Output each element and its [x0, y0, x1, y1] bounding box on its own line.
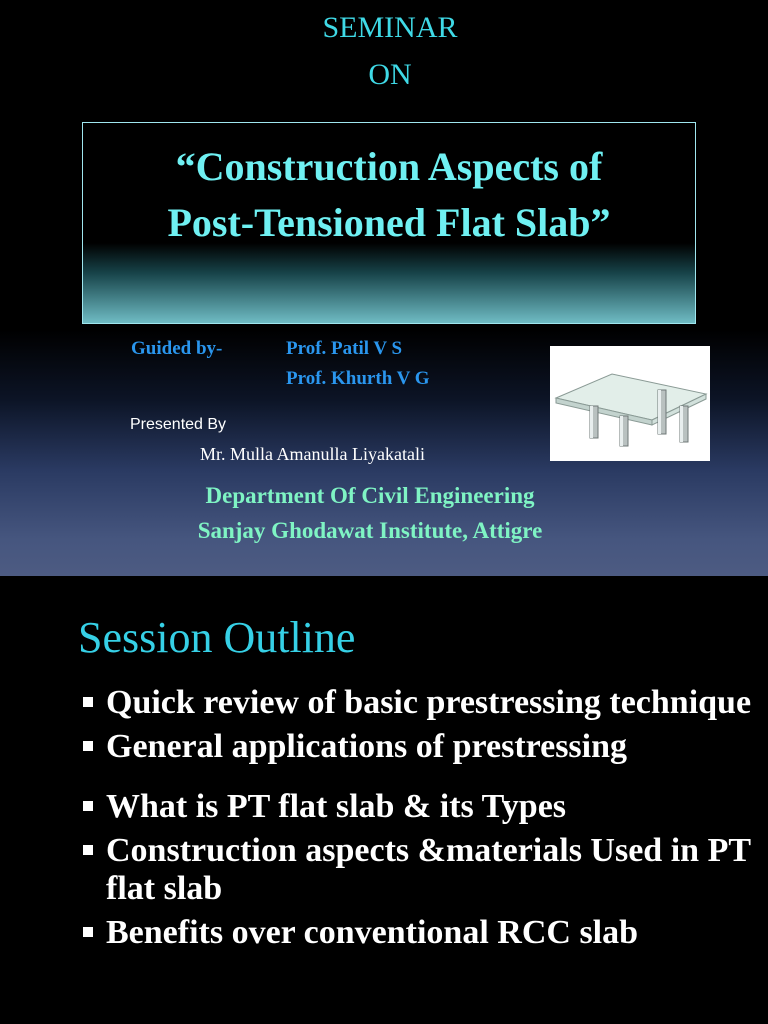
seminar-title-line-1: “Construction Aspects of — [175, 144, 603, 189]
institute-name: Sanjay Ghodawat Institute, Attigre — [197, 518, 543, 543]
guided-by-label: Guided by- — [131, 338, 223, 359]
list-item — [80, 914, 768, 952]
square-bullet-icon — [83, 801, 93, 811]
seminar-title — [83, 139, 695, 251]
list-item — [80, 728, 768, 766]
guide-name: Prof. Patil V S — [286, 338, 403, 359]
list-item — [80, 788, 768, 826]
flat-slab-illustration-icon — [550, 346, 710, 461]
list-item-text: General applications of prestressing — [106, 728, 628, 765]
list-item-text: What is PT flat slab & its Types — [106, 788, 567, 825]
list-item — [80, 832, 768, 908]
outline-title: Session Outline — [78, 613, 356, 662]
square-bullet-icon — [83, 697, 93, 707]
seminar-title-line-2: Post-Tensioned Flat Slab” — [167, 200, 611, 245]
guide-name: Prof. Khurth V G — [286, 368, 430, 389]
outline-list — [80, 684, 768, 958]
seminar-title-box — [82, 122, 696, 324]
square-bullet-icon — [83, 741, 93, 751]
list-item-text: Quick review of basic prestressing technique — [106, 684, 752, 721]
square-bullet-icon — [83, 845, 93, 855]
list-item-text: Benefits over conventional RCC slab — [106, 914, 639, 951]
outline-slide — [0, 576, 768, 1024]
seminar-heading: SEMINAR — [322, 11, 458, 44]
department-name: Department Of Civil Engineering — [205, 483, 535, 508]
seminar-on-heading: ON — [368, 58, 412, 91]
square-bullet-icon — [83, 927, 93, 937]
presenter-name: Mr. Mulla Amanulla Liyakatali — [200, 444, 425, 464]
list-item — [80, 684, 768, 722]
presented-by-label: Presented By — [130, 416, 227, 433]
list-item-text: Construction aspects &materials Used in PT flat slab — [106, 832, 751, 907]
